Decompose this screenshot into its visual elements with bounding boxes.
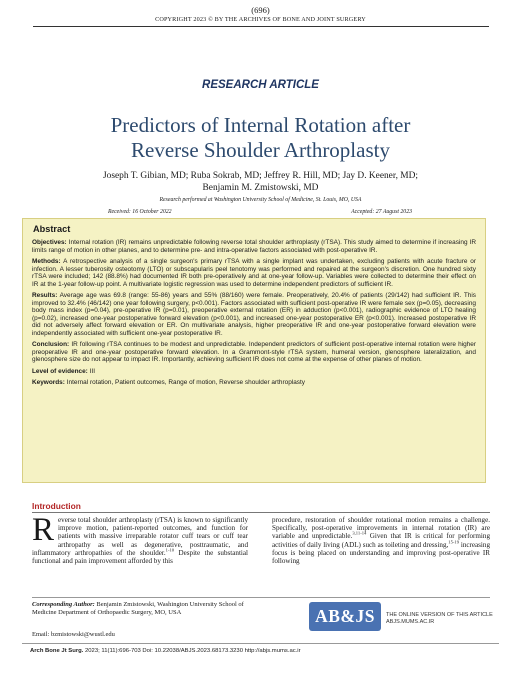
intro-right-text-3: increasing focus is being placed on understanding and improving post-operative IR following [272,540,491,566]
intro-left-text-2: Despite the substantial functional and pain improvement afforded by this [32,548,249,566]
citation-superscript: 15-19 [448,539,460,545]
abstract-methods [32,258,476,288]
footer-citation [30,648,301,654]
abstract-conclusion [32,341,476,364]
results-text: Average age was 69.8 (range: 55-86) years and 55% (88/160) were female. Preoperatively, 20.4% of patients (29/142) had sufficient IR. This improved to 32.4% (46/142) one year following surgery, p<0.001). Factors associated with sufficient post-operative IR were female sex (p=0.05), decreasing body mass index (p=0.04), pre-operative IR (p=0.01), preoperative external rotation (ER) in adduction (p<0.001), radiographic evidence of LTO healing (p=0.02), increased one-year postoperative forward elevation (p<0.001), and increased one-year postoperative ER (p<0.001). Increased postoperative IR did not adversely affect forward elevation or ER. On multivariate analysis, higher preoperative IR and one-year postoperative forward elevation were independently associated with sufficient one-year postoperative IR. [32,292,476,337]
intro-left-text-1: everse total shoulder arthroplasty (rTSA) is known to significantly improve motion, patient-reported outcomes, and function for patients with massive irreparable rotator cuff tears or cuff tear arthropathy as well as degenerative, posttraumatic, and inflammatory arthropathies of the shoulder. [32,516,248,557]
citation-details: 2023; 11(11):696-703 Doi: 10.22038/ABJS.2023.68173.3230 http://abjs.mums.ac.ir [83,648,301,654]
corresponding-author-label: Corresponding Author: [32,601,95,608]
author-list [80,170,441,194]
online-version-line: THE ONLINE VERSION OF THIS ARTICLE [386,612,493,618]
copyright-line: COPYRIGHT 2023 © BY THE ARCHIVES OF BONE AND JOINT SURGERY [155,16,366,23]
footer-divider [22,643,499,644]
title-line-2: Reverse Shoulder Arthroplasty [131,138,390,162]
journal-abbrev: Arch Bone Jt Surg. [30,648,84,654]
citation-superscript: 1-10 [165,547,175,553]
abjs-logo: AB&JS [309,602,381,631]
correspondence-divider [32,597,490,598]
conclusion-text: IR following rTSA continues to be modest and unpredictable. Independent predictors of sufficient post-operative internal rotation were higher preoperative IR and one-year postoperative forward elevation. In a Grammont-style rTSA system, humeral version, glenosphere lateralization, and glenosphere size do not appear to impact IR. Importantly, achieving sufficient IR does not come at the expense of other planes of motion. [32,341,476,363]
abstract-results [32,292,476,337]
drop-cap: R [32,512,55,548]
online-version-note[interactable] [386,612,493,626]
abstract-box [22,218,486,483]
intro-left-column [32,512,249,566]
page-number: (696) [251,5,270,15]
corresponding-author-text: Benjamin Zmistowski, Washington University School of Medicine Department of Orthopaedic Surgery, MO, USA [32,601,244,617]
authors-line-2: Benjamin M. Zmistowski, MD [202,183,319,193]
corresponding-email[interactable]: Email: bzmistowski@wustl.edu [32,631,115,638]
title-line-1: Predictors of Internal Rotation after [110,113,411,137]
abstract-keywords [32,379,476,387]
level-label: Level of evidence: [32,367,88,375]
header-divider [33,26,489,27]
received-date: Received: 16 October 2022 [108,209,172,215]
abstract-heading: Abstract [33,224,71,234]
introduction-heading: Introduction [32,501,81,511]
results-label: Results: [32,292,58,299]
intro-right-column [272,516,490,565]
keywords-label: Keywords: [32,379,65,386]
citation-superscript: 3,11-14 [352,531,367,537]
article-type-label: RESEARCH ARTICLE [202,79,319,91]
article-dates [108,209,412,215]
intro-right-text-2: Given that IR is critical for performing activities of daily living (ADL) such as toileting and dressing, [272,532,490,549]
corresponding-author [32,601,257,618]
keywords-text: Internal rotation, Patient outcomes, Range of motion, Reverse shoulder arthroplasty [64,379,306,386]
level-text: III [87,367,95,375]
online-url[interactable]: ABJS.MUMS.AC.IR [386,619,435,625]
objectives-text: Internal rotation (IR) remains unpredictable following reverse total shoulder arthroplasty (rTSA). This study aimed to determine if increasing IR limits range of motion in other planes, and to determine pre- and intra-operative factors associated with post-operative IR. [32,239,476,254]
methods-label: Methods: [32,258,61,265]
objectives-label: Objectives: [32,239,67,246]
article-title [60,113,461,163]
authors-line-1: Joseph T. Gibian, MD; Ruba Sokrab, MD; Jeffrey R. Hill, MD; Jay D. Keener, MD; [103,171,418,181]
methods-text: A retrospective analysis of a single surgeon's primary rTSA with a single implant was undertaken, excluding patients with acute fracture or infection. A lesser tuberosity osteotomy (LTO) or subscapularis peel tenotomy was performed and repaired at the surgeon's discretion. One hundred sixty rTSA were included; 142 (88.8%) had documented IR both pre-operatively and at one-year follow-up. Variables were collected to determine their effect on IR at the 1-year follow-up point. A multivariate logistic regression was used to determine independent predictors of sufficient IR. [32,258,476,288]
abstract-objectives [32,239,476,254]
accepted-date: Accepted: 27 August 2023 [351,209,412,215]
affiliation: Research performed at Washington University School of Medicine, St. Louis, MO, USA [159,197,362,203]
abstract-level-of-evidence [32,368,476,376]
conclusion-label: Conclusion: [32,341,70,348]
intro-right-text-1: procedure, restoration of shoulder rotational motion remains a challenge. Specifically, post-operative improvements in internal rotation (IR) are variable and unpredictable. [272,516,490,541]
introduction-divider [32,512,490,513]
